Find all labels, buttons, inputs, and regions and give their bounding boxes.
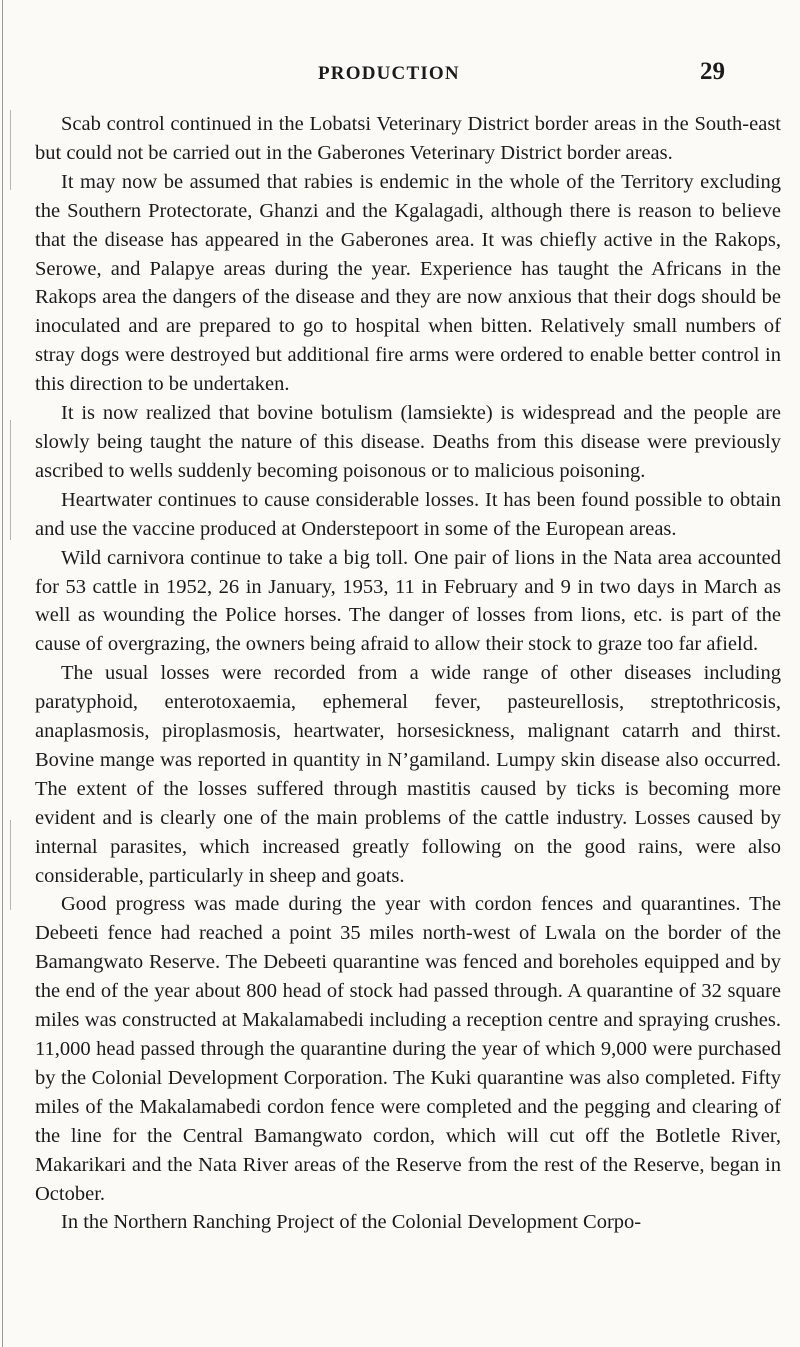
page-binding-edge [2,0,3,1347]
binding-shadow-mark [10,820,11,910]
running-head: PRODUCTION [318,63,460,84]
paragraph-scab-control: Scab control continued in the Lobatsi Veterinary District border areas in the South-east but could not be carried out in the Gaberones Veterinary District border areas. [35,113,781,164]
body-text [35,110,781,1237]
paragraph-other-diseases: The usual losses were recorded from a wide range of other diseases including paratyphoid, enterotoxaemia, ephemeral fever, pasteurellosis, streptothricosis, anaplasmosis, piroplasmosis, heartwater, horsesickness, malignant catarrh and thirst. Bovine mange was reported in quantity in N’gamiland. Lumpy skin disease also occurred. The extent of the losses suffered through mastitis caused by ticks is becoming more evident and is clearly one of the main problems of the cattle industry. Losses caused by internal parasites, which increased greatly following on the good rains, were also considerable, particularly in sheep and goats. [35,662,781,887]
paragraph-rabies: It may now be assumed that rabies is endemic in the whole of the Territory excluding the Southern Protectorate, Ghanzi and the Kgalagadi, although there is reason to believe that the disease has appeared in the Gaberones area. It was chiefly active in the Rakops, Serowe, and Palapye areas during the year. Experience has taught the Africans in the Rakops area the dangers of the disease and they are now anxious that their dogs should be inoculated and are prepared to go to hospital when bitten. Relatively small numbers of stray dogs were destroyed but additional fire arms were ordered to enable better control in this direction to be undertaken. [35,170,781,396]
paragraph-wild-carnivora: Wild carnivora continue to take a big toll. One pair of lions in the Nata area accounted for 53 cattle in 1952, 26 in January, 1953, 11 in February and 9 in two days in March as well as wounding the Police horses. The danger of losses from lions, etc. is part of the cause of overgrazing, the owners being afraid to allow their stock to graze too far afield. [35,546,781,656]
binding-shadow-mark [10,420,11,540]
paragraph-northern-ranching: In the Northern Ranching Project of the Colonial Development Corpo- [61,1211,642,1234]
paragraph-heartwater: Heartwater continues to cause considerable losses. It has been found possible to obtain and use the vaccine produced at Onderstepoort in some of the European areas. [35,488,781,540]
binding-shadow-mark [10,110,11,190]
paragraph-botulism: It is now realized that bovine botulism (lamsiekte) is widespread and the people are slowly being taught the nature of this disease. Deaths from this disease were previously ascribed to wells suddenly becoming poisonous or to malicious poisoning. [35,402,781,482]
paragraph-cordon-fences: Good progress was made during the year with cordon fences and quarantines. The Debeeti fence had reached a point 35 miles north-west of Lwala on the border of the Bamangwato Reserve. The Debeeti quarantine was fenced and boreholes equipped and by the end of the year about 800 head of stock had passed through. A quarantine of 32 square miles was constructed at Makalamabedi including a reception centre and spraying crushes. 11,000 head passed through the quarantine during the year of which 9,000 were purchased by the Colonial Development Corporation. The Kuki quarantine was also completed. Fifty miles of the Makalamabedi cordon fence were completed and the pegging and clearing of the line for the Central Bamangwato cordon, which will cut off the Botletle River, Makarikari and the Nata River areas of the Reserve from the rest of the Reserve, began in October. [35,893,781,1205]
page-header [0,58,800,95]
page-number: 29 [700,58,725,85]
